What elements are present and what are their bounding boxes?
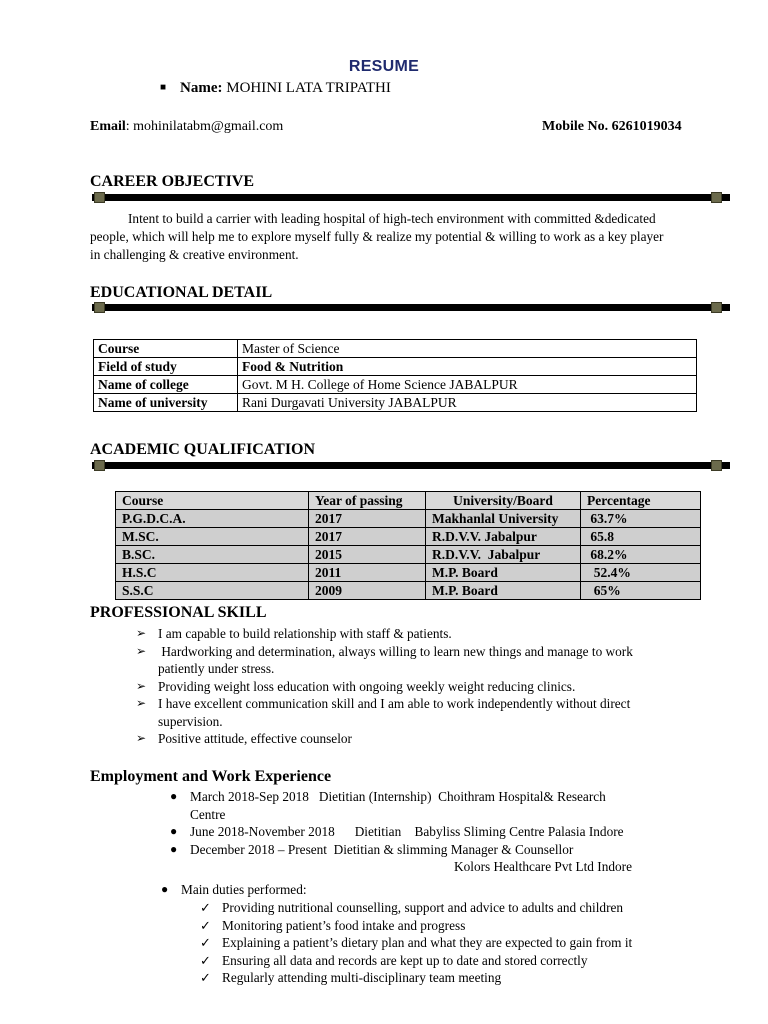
column-header: Course <box>116 492 309 510</box>
email-line <box>90 119 283 135</box>
table-value: Food & Nutrition <box>238 358 697 376</box>
list-item <box>200 917 722 935</box>
table-row <box>116 564 701 582</box>
dot-bullet-icon: ● <box>170 789 178 803</box>
table-cell: 52.4% <box>581 564 701 582</box>
duty-line: Explaining a patient’s dietary plan and what they are expected to gain from it <box>222 935 633 950</box>
duty-line: Providing nutritional counselling, support and advice to adults and children <box>222 900 624 915</box>
table-row <box>116 510 701 528</box>
objective-line: people, which will help me to explore myself fully & realize my potential & willing to work as a key player <box>90 229 664 244</box>
table-key: Name of university <box>94 394 238 412</box>
table-row <box>94 376 697 394</box>
square-bullet-icon: ■ <box>160 82 167 93</box>
table-value: Govt. M H. College of Home Science JABALPUR <box>238 376 697 394</box>
resume-title: RESUME <box>348 58 420 75</box>
skill-line: I have excellent communication skill and I am able to work independently without direct <box>158 696 631 711</box>
table-key: Course <box>94 340 238 358</box>
list-item <box>200 969 722 987</box>
table-row <box>116 582 701 600</box>
skill-line: I am capable to build relationship with staff & patients. <box>158 626 452 641</box>
divider-end-square <box>711 460 722 471</box>
list-item <box>200 952 722 970</box>
email-value: : mohinilatabm@gmail.com <box>125 119 284 134</box>
table-cell: M.P. Board <box>426 582 581 600</box>
mobile-line <box>542 119 682 135</box>
divider-end-square <box>94 192 105 203</box>
list-item <box>136 678 718 696</box>
section-divider <box>92 462 730 469</box>
dot-bullet-icon: ● <box>161 882 169 896</box>
name-label: Name: <box>180 80 223 96</box>
career-objective-text <box>90 210 742 264</box>
objective-line: in challenging & creative environment. <box>90 247 299 262</box>
table-cell: Makhanlal University <box>426 510 581 528</box>
arrow-bullet-icon: ➢ <box>136 626 147 640</box>
duties-label: Main duties performed: <box>181 882 307 897</box>
checkmark-icon: ✓ <box>200 900 211 915</box>
column-header: University/Board <box>426 492 581 510</box>
list-item <box>170 788 730 823</box>
table-cell: 2009 <box>309 582 426 600</box>
education-table <box>93 339 697 412</box>
table-cell: B.SC. <box>116 546 309 564</box>
list-item <box>161 881 721 899</box>
skill-line: supervision. <box>158 713 223 729</box>
table-cell: S.S.C <box>116 582 309 600</box>
divider-end-square <box>711 302 722 313</box>
section-divider <box>92 304 730 311</box>
dot-bullet-icon: ● <box>170 841 178 856</box>
list-item <box>170 841 730 876</box>
name-line <box>160 80 391 97</box>
list-item <box>136 643 718 678</box>
job-line: December 2018 – Present Dietitian & slimming Manager & Counsellor <box>190 841 574 857</box>
table-row <box>116 546 701 564</box>
duty-line: Regularly attending multi-disciplinary team meeting <box>222 970 502 985</box>
arrow-bullet-icon: ➢ <box>136 696 147 710</box>
checkmark-icon: ✓ <box>200 952 211 968</box>
table-row <box>94 394 697 412</box>
table-value: Master of Science <box>238 340 697 358</box>
job-line: March 2018-Sep 2018 Dietitian (Internship) Choithram Hospital& Research <box>190 789 606 804</box>
table-cell: 2011 <box>309 564 426 582</box>
table-cell: 2015 <box>309 546 426 564</box>
skill-line: Providing weight loss education with ongoing weekly weight reducing clinics. <box>158 678 576 694</box>
job-line: June 2018-November 2018 Dietitian Babyliss Sliming Centre Palasia Indore <box>190 824 624 839</box>
skill-line: Positive attitude, effective counselor <box>158 731 352 746</box>
career-objective-heading: CAREER OBJECTIVE <box>90 173 255 190</box>
list-item <box>170 823 730 841</box>
table-cell: 2017 <box>309 510 426 528</box>
dot-bullet-icon: ● <box>170 824 178 838</box>
table-cell: R.D.V.V. Jabalpur <box>426 546 581 564</box>
list-item <box>136 695 718 730</box>
skill-line: patiently under stress. <box>158 661 275 676</box>
list-item <box>136 730 718 748</box>
list-item <box>136 625 718 643</box>
mobile-label: Mobile No. <box>542 119 609 134</box>
arrow-bullet-icon: ➢ <box>136 731 147 745</box>
duties-sublist <box>200 899 722 987</box>
duty-line: Ensuring all data and records are kept up to date and stored correctly <box>222 952 588 968</box>
email-label: Email <box>90 119 126 134</box>
job-line: Centre <box>190 806 226 822</box>
divider-end-square <box>94 302 105 313</box>
employment-heading: Employment and Work Experience <box>90 768 332 785</box>
table-cell: M.SC. <box>116 528 309 546</box>
list-item <box>200 899 722 917</box>
table-cell: 2017 <box>309 528 426 546</box>
arrow-bullet-icon: ➢ <box>136 643 147 658</box>
table-cell: M.P. Board <box>426 564 581 582</box>
column-header: Year of passing <box>309 492 426 510</box>
section-divider <box>92 194 730 201</box>
skills-list <box>136 625 718 748</box>
academic-qualification-heading: ACADEMIC QUALIFICATION <box>90 441 316 458</box>
table-cell: 68.2% <box>581 546 701 564</box>
checkmark-icon: ✓ <box>200 917 211 933</box>
divider-end-square <box>94 460 105 471</box>
table-cell: 65% <box>581 582 701 600</box>
table-row <box>94 340 697 358</box>
table-cell: P.G.D.C.A. <box>116 510 309 528</box>
professional-skill-heading: PROFESSIONAL SKILL <box>90 604 267 621</box>
mobile-value: 6261019034 <box>611 119 682 134</box>
duties-list <box>161 881 721 899</box>
objective-line: Intent to build a carrier with leading hospital of high-tech environment with committed &dedicated <box>128 211 656 226</box>
checkmark-icon: ✓ <box>200 970 211 985</box>
table-key: Field of study <box>94 358 238 376</box>
table-cell: R.D.V.V. Jabalpur <box>426 528 581 546</box>
academic-table <box>115 491 701 600</box>
column-header: Percentage <box>581 492 701 510</box>
name-value: MOHINI LATA TRIPATHI <box>226 80 391 96</box>
list-item <box>200 934 722 952</box>
table-key: Name of college <box>94 376 238 394</box>
divider-end-square <box>711 192 722 203</box>
skill-line: Hardworking and determination, always willing to learn new things and manage to work <box>158 643 633 659</box>
duty-line: Monitoring patient’s food intake and progress <box>222 917 466 933</box>
jobs-list <box>170 788 730 876</box>
table-row <box>116 528 701 546</box>
job-line: Kolors Healthcare Pvt Ltd Indore <box>454 859 632 874</box>
checkmark-icon: ✓ <box>200 935 211 950</box>
table-cell: 65.8 <box>581 528 701 546</box>
arrow-bullet-icon: ➢ <box>136 678 147 693</box>
table-value: Rani Durgavati University JABALPUR <box>238 394 697 412</box>
educational-detail-heading: EDUCATIONAL DETAIL <box>90 284 273 301</box>
table-row <box>94 358 697 376</box>
table-cell: H.S.C <box>116 564 309 582</box>
table-header-row <box>116 492 701 510</box>
table-cell: 63.7% <box>581 510 701 528</box>
